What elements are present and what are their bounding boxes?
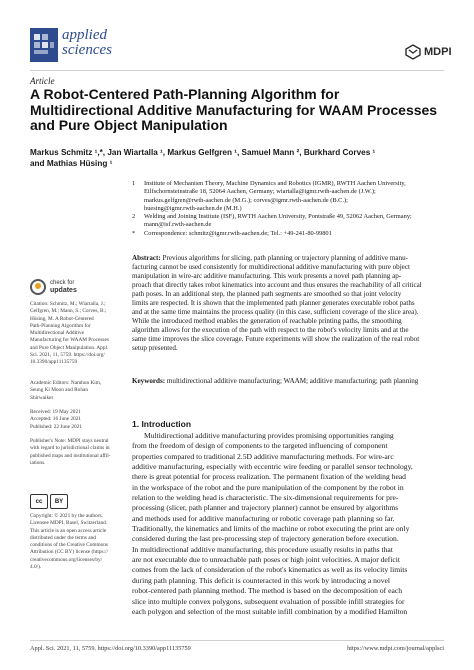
abstract-line: setup presented.	[132, 344, 178, 353]
editors-line: Seung Ki Moon and Rohan	[30, 387, 88, 394]
intro-line: during path planning. This deficit is counteracted in this work by introducing a novel	[132, 575, 390, 585]
affiliation-line: Institute of Mechanism Theory, Machine Dynamics and Robotics (IGMR), RWTH Aachen University,	[144, 180, 406, 187]
citation-line: and Pure Object Manipulation. Appl.	[30, 344, 109, 351]
journal-name-line2: sciences	[62, 42, 112, 58]
affiliation-line: markus.gelfgren@rwth-aachen.de (M.G.); corves@igmr.rwth-aachen.de (B.C.);	[144, 196, 348, 204]
citation-line: Citation: Schmitz, M.; Wiartalla, J.;	[30, 301, 106, 307]
abstract-line: algorithm allows for the execution of the path with respect to the robot's velocity limits and at the	[132, 326, 409, 335]
published-date: Published: 22 June 2021	[30, 423, 82, 430]
intro-line: considered during the last pre-processing step of trajectory generation before execution.	[132, 534, 399, 544]
abstract-line: and at the same time maintains the process quality (in this case, sufficient coverage of the slice area).	[132, 308, 419, 317]
abstract-first-line: Previous algorithms for slicing, path planning or trajectory planning of additive manu-	[160, 254, 409, 262]
affiliation-number: *	[132, 229, 136, 237]
copyright-line: distributed under the terms and	[30, 534, 96, 541]
publisher-logo	[405, 44, 452, 60]
abstract	[132, 254, 450, 354]
intro-line: robot-centered path planning method. The method is based on the decomposition of each	[132, 586, 402, 596]
note-line: iations.	[30, 459, 46, 466]
cc-by-license-badge[interactable]	[30, 494, 74, 509]
intro-line: Multidirectional additive manufacturing provides promising opportunities ranging	[144, 431, 394, 440]
footer-citation-link[interactable]: Appl. Sci. 2021, 11, 5759. https://doi.org/10.3390/app11135759	[30, 645, 191, 652]
affiliation-number: 1	[132, 180, 136, 187]
intro-line: slice into multiple convex polygons, subsequent evaluation of possible infill strategies for	[132, 596, 405, 606]
citation-line: Manufacturing for WAAM Processes	[30, 337, 109, 344]
intro-line: properties compared to traditional 2.5D additive manufacturing methods. For wire-arc	[132, 451, 394, 461]
citation-block	[30, 301, 122, 367]
abstract-line: limits are respected. It is shown that the implemented path planner generates executable robot paths	[132, 299, 415, 308]
article-title	[30, 87, 450, 134]
affiliation-number: 2	[132, 213, 136, 221]
journal-name-line1: applied	[62, 27, 107, 43]
intro-line: In multidirectional additive manufacturing, this procedure usually results in paths that	[132, 544, 393, 554]
check-updates-icon	[30, 279, 46, 295]
copyright-line: Copyright: © 2021 by the authors.	[30, 513, 103, 519]
section-heading: 1. Introduction	[132, 419, 192, 429]
affiliation-line: Eilfschornsteinstraße 18, 52064 Aachen, Germany; wiartalla@igmr.rwth-aachen.de (J.W.);	[144, 188, 376, 196]
note-line: Publisher's Note: MDPI stays neutral	[30, 438, 109, 444]
footer-divider	[30, 640, 444, 641]
affiliation-item	[132, 213, 452, 230]
publisher-note	[30, 438, 122, 467]
authors-text: Markus Schmitz ¹,*, Jan Wiartalla ¹, Markus Gelfgren ¹, Samuel Mann ², Burkhard Corves ¹	[30, 148, 376, 157]
intro-line: are not executable due to unreachable path poses or high joint velocities. A major deficit	[132, 555, 401, 565]
abstract-line: manipulation in wire-arc additive manufacturing. This work presents a novel path planning ap-	[132, 272, 402, 281]
publisher-name: MDPI	[424, 46, 452, 58]
abstract-label: Abstract:	[132, 254, 161, 262]
footer-journal-link[interactable]: https://www.mdpi.com/journal/applsci	[347, 645, 444, 652]
editors-line: Shirwaiker	[30, 394, 54, 401]
by-icon: BY	[50, 494, 68, 509]
intro-line: from the freedom of design of components to the targeted influencing of component	[132, 441, 388, 451]
article-type: Article	[30, 76, 55, 86]
intro-line: Traditionally, the kinematics and limits of the machine or robot executing the print are only	[132, 524, 410, 534]
academic-editors	[30, 380, 122, 402]
abstract-line: While the introduced method enables the generation of reachable printing paths, the smoothing	[132, 317, 402, 326]
copyright-block	[30, 513, 122, 571]
note-line: with regard to jurisdictional claims in	[30, 445, 110, 452]
copyright-line: conditions of the Creative Commons	[30, 542, 108, 549]
copyright-line: Licensee MDPI, Basel, Switzerland.	[30, 520, 108, 527]
intro-line: there is great potential for process realization. The permanent fixation of the welding head	[132, 472, 406, 482]
affiliations	[132, 180, 452, 238]
affiliation-item	[132, 230, 452, 238]
journal-name	[62, 28, 182, 58]
check-for-updates-button[interactable]	[30, 276, 116, 298]
keywords	[132, 377, 450, 386]
copyright-line: Attribution (CC BY) license (https://	[30, 549, 108, 556]
affiliation-line: Welding and Joining Institute (ISF), RWTH Aachen University, Pontstraße 49, 52062 Aachen, Germany;	[144, 213, 412, 221]
intro-line: each polygon and selection of the most suitable infill combination by a modified Hamilton	[132, 606, 408, 616]
citation-doi-link[interactable]: 10.3390/app11135759	[30, 359, 78, 366]
check-updates-label	[50, 280, 77, 294]
affiliation-line: Correspondence: schmitz@igmr.rwth-aachen.de; Tel.: +49-241-80-99801	[144, 229, 332, 237]
abstract-line: same time improves the slice coverage. Future experiments will show the realization of the real robot	[132, 335, 420, 344]
title-line: Multidirectional Additive Manufacturing for WAAM Processes	[30, 101, 438, 118]
intro-line: comes from the lack of consideration of the robot's kinematics as well as its velocity limits	[132, 565, 408, 575]
citation-line: Hüsing, M. A Robot-Centered	[30, 315, 94, 322]
updates-small-text: check for	[50, 280, 75, 286]
title-line: and Pure Object Manipulation	[30, 117, 228, 133]
accepted-date: Accepted: 16 June 2021	[30, 416, 82, 423]
abstract-line: proach that directly takes robot kinematics into account and thus ensures the reachability of all critical	[132, 281, 422, 290]
keywords-text: multidirectional additive manufacturing; WAAM; additive manufacturing; path planning	[165, 377, 419, 385]
affiliation-line: mann@isf.rwth-aachen.de	[144, 221, 212, 229]
citation-line: Multidirectional Additive	[30, 330, 84, 337]
introduction-body	[132, 431, 450, 617]
affiliation-item	[132, 180, 452, 213]
authors-line	[30, 147, 450, 158]
authors-text: and Mathias Hüsing ¹	[30, 159, 113, 168]
keywords-label: Keywords:	[132, 377, 166, 385]
editors-line: Academic Editors: Namhun Kim,	[30, 380, 102, 386]
citation-line: Gelfgren, M.; Mann, S.; Corves, B.;	[30, 308, 107, 315]
title-line: A Robot-Centered Path-Planning Algorithm for	[30, 86, 340, 102]
copyright-line: This article is an open access article	[30, 527, 107, 534]
citation-line: Sci. 2021, 11, 5759. https://doi.org/	[30, 352, 105, 359]
author-list	[30, 147, 450, 169]
mdpi-logo-icon	[405, 44, 421, 60]
intro-line: relation to the welding head is characteristic. The six-dimensional requirements for pre-	[132, 493, 399, 503]
intro-line: processing (slicer, path planner and trajectory planner) cannot be ensured by algorithms	[132, 503, 399, 513]
authors-line	[30, 158, 450, 169]
copyright-line: creativecommons.org/licenses/by/	[30, 556, 103, 563]
journal-logo-icon	[30, 28, 58, 62]
intro-line: in the workspace of the robot and the pure manipulation of the component by the robot in	[132, 482, 404, 492]
citation-line: Path-Planning Algorithm for	[30, 322, 91, 329]
header-divider	[30, 70, 444, 71]
affiliation-line: huesing@igmr.rwth-aachen.de (M.H.)	[144, 204, 242, 212]
updates-big-text: updates	[50, 287, 77, 294]
intro-line: additive manufacturing, especially with eccentric wire feeding or parallel sensor technology,	[132, 462, 413, 472]
publication-dates	[30, 409, 122, 431]
abstract-line: path poses. In an additional step, the planned path segments are smoothed so that joint velocity	[132, 290, 402, 299]
cc-icon: cc	[30, 494, 48, 509]
page-footer	[30, 645, 444, 652]
received-date: Received: 19 May 2021	[30, 409, 81, 415]
intro-line: and methods used for additive manufacturing or robotic coverage path planning so far.	[132, 513, 395, 523]
note-line: published maps and institutional affil-	[30, 452, 111, 459]
abstract-line: facturing cannot be used consistently for multidirectional additive manufacturing with pure object	[132, 263, 410, 272]
copyright-line: 4.0/).	[30, 564, 42, 571]
